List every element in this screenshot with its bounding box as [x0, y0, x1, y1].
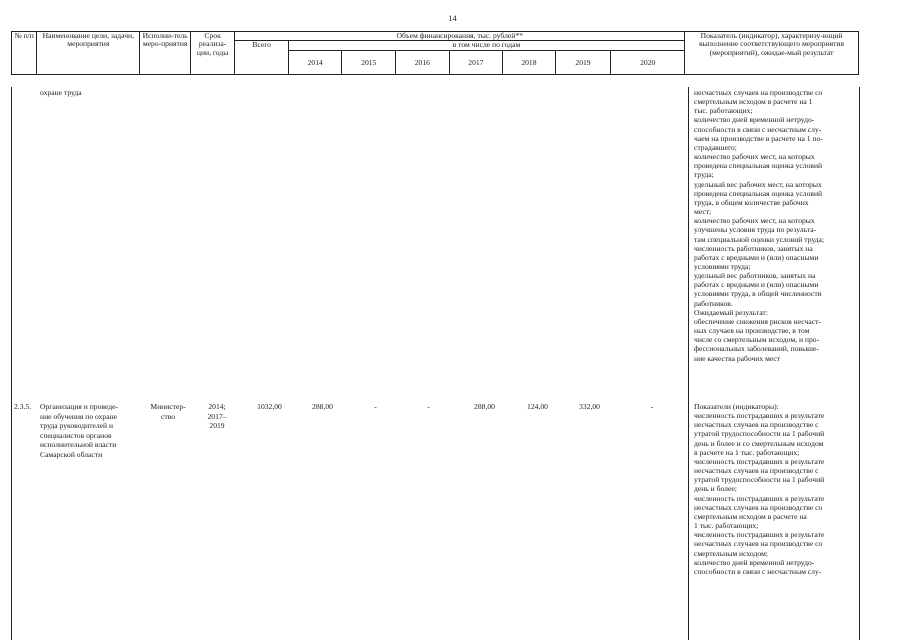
- year-value: -: [427, 402, 430, 411]
- header-year: 2020: [611, 51, 685, 75]
- header-year: 2017: [449, 51, 503, 75]
- total-value: 1032,00: [257, 402, 282, 411]
- year-value: -: [374, 402, 377, 411]
- indicator-continuation: несчастных случаев на производстве со смертельным исходом в расчете на 1 тыс. работающих; количество дней временной нетрудо- способности в связи с несчастным слу- чаем на производстве в расчете на 1 по- страдавшего; количество рабочих мест, на которых проведена специальная оценка условий труда; удельный вес рабочих мест, на которых проведена специальная оценка условий труда, в общем количестве рабочих мест; количество рабочих мест, на которых улучшены условия труда по результа- там специальной оценки условий труда; численность работников, занятых на работах с вредными и (или) опасными условиями труда; удельный вес работников, занятых на работах с вредными и (или) опасными условиями труда, в общей численности работников. Ожидаемый результат: обеспечение снижения рисков несчаст- ных случаев на производстве, в том числе со смертельным исходом, и про- фессиональных заболеваний, повыше- ние качества рабочих мест: [694, 88, 825, 363]
- term: 2014; 2017– 2019: [207, 402, 227, 431]
- header-year: 2015: [342, 51, 396, 75]
- year-value: 332,00: [579, 402, 600, 411]
- header-indicator: Показатель (индикатор), характеризу-ющий выполнение соответствующего мероприятия (мероприятий), ожидае-мый результат: [685, 32, 859, 75]
- year-value: 124,00: [527, 402, 548, 411]
- header-name: Наименование цели, задачи, мероприятия: [37, 32, 140, 75]
- header-year: 2016: [396, 51, 450, 75]
- indicator-235: Показатели (индикаторы): численность пострадавших в результате несчастных случаев на производстве с утратой трудоспособности на 1 рабочий день и более и со смертельным исходом в расчете на 1 тыс. работающих; численность пострадавших в результате несчастных случаев на производстве с утратой трудоспособности на 1 рабочий день и более; численность пострадавших в результате несчастных случаев на производстве со смертельным исходом в расчете на 1 тыс. работающих; численность пострадавших в результате несчастных случаев на производстве со смертельным исходом; количество дней временной нетрудо- способности в связи с несчастным слу-: [694, 402, 825, 576]
- table-header: [11, 31, 859, 75]
- header-year: 2014: [288, 51, 342, 75]
- page-number: 14: [448, 13, 457, 23]
- header-including: в том числе по годам: [288, 41, 684, 51]
- header-total: Всего: [235, 41, 289, 75]
- year-value: 288,00: [312, 402, 333, 411]
- header-year: 2018: [503, 51, 556, 75]
- header-term: Срок реализа-ции, годы: [190, 32, 234, 75]
- header-year: 2019: [555, 51, 611, 75]
- year-value: 288,00: [474, 402, 495, 411]
- measure-name: Организация и проведе- ние обучения по охране труда руководителей и специалистов органов исполнительной власти Самарской области: [40, 402, 118, 459]
- executor: Министер- ство: [150, 402, 186, 421]
- header-volume: Объем финансирования, тыс. рублей**: [235, 32, 685, 41]
- row-number: 2.3.5.: [14, 402, 32, 411]
- year-value: -: [650, 402, 654, 411]
- header-executor: Исполни-тель меро-приятия: [140, 32, 191, 75]
- header-num: № п/п: [12, 32, 37, 75]
- name-continuation: охране труда: [40, 88, 82, 97]
